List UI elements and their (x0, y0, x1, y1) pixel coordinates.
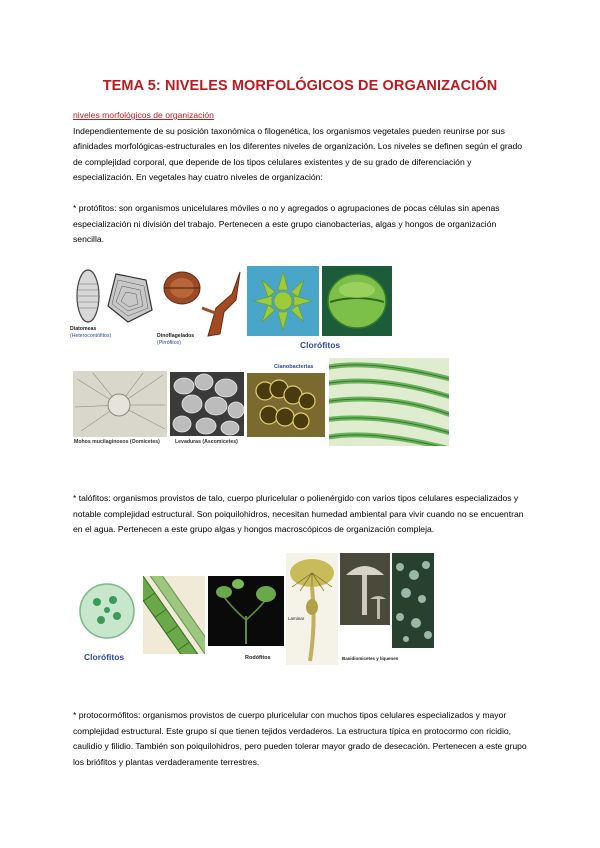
slime-mold-image (73, 371, 167, 437)
caption-mohos: Mohos mucilaginosos (Oomicetes) (74, 439, 160, 445)
protofitos-paragraph: * protófitos: son organismos unicelulares móviles o no y agregados o agrupaciones de pocas células sin apenas especialización ni división del trabajo. Pertenecen a este grupo cianobacterias, algas y hongos de organización sencilla. (73, 203, 500, 245)
caption-cianobacterias: Cianobacterias (274, 364, 314, 370)
intro-paragraph: Independientemente de su posición taxonómica o filogenética, los organismos vegetales pueden reunirse por sus afinidades morfológicas-estructurales en los diferentes niveles de organización. Los niveles se definen según el grado de complejidad corporal, que depende de los tipos celulares existentes y de su grado de diferenciación y especialización. En vegetales hay cuatro niveles de organización: (73, 125, 523, 183)
caption-laminar: Laminar (288, 616, 305, 621)
caption-clorofitos-1: Clorófitos (300, 340, 341, 350)
dinoflagellate-image (158, 264, 246, 344)
caption-diatomeas-sub: (Heterocontófitos) (70, 333, 112, 339)
spirogyra-image (143, 576, 205, 654)
pediastrum-image (247, 266, 319, 336)
cyanobacteria-cells-image (247, 373, 325, 437)
intro-section (73, 108, 528, 186)
diatom-image (68, 266, 158, 326)
desmid-image (322, 266, 392, 336)
mushroom-image (340, 553, 390, 625)
seaweed-image (208, 576, 284, 646)
yeast-image (170, 372, 244, 436)
volvox-image (73, 578, 141, 644)
caption-diatomeas: Diatomeas (70, 326, 97, 332)
lichen-image (392, 553, 434, 648)
protocormofitos-paragraph: * protocormófitos: organismos provistos de cuerpo pluricelular con muchos tipos celulares especializados y mayor complejidad estructural. Este grupo sí que tienen tejidos verdaderos. La estructura típica en protocormo con ricidio, caulidio y filidio. También son poiquilohidros, pero pueden tolerar mayor grado de desecación. Pertenecen a este grupo los briófitos y plantas verdaderamente terrestres. (73, 710, 527, 767)
caption-dinoflagelados-sub: (Pirrófitos) (157, 340, 181, 346)
caption-levaduras: Levaduras (Ascomicetes) (175, 439, 238, 445)
page-title: TEMA 5: NIVELES MORFOLÓGICOS DE ORGANIZACIÓN (102, 78, 498, 94)
caption-rodofitos: Rodófitos (245, 655, 271, 661)
cyanobacteria-filaments-image (329, 358, 449, 446)
caption-basidiomicetes: Basidiomicetes y líquenes (342, 656, 399, 661)
talofitos-paragraph: * talófitos: organismos provistos de talo, cuerpo pluricelular o polienérgido con varios tipos celulares especializados y notable complejidad estructural. Son poiquilohidros, necesitan humedad ambiental para vivir cuando no se encuentran en el agua. Pertenecen a este grupo algas y hongos macroscópicos de organización compleja. (73, 493, 524, 535)
caption-dinoflagelados: Dinoflagelados (157, 333, 195, 339)
caption-clorofitos-2: Clorófitos (84, 652, 125, 662)
fungus-stalk-image (286, 553, 338, 665)
section-subheading: niveles morfológicos de organización (73, 110, 214, 120)
